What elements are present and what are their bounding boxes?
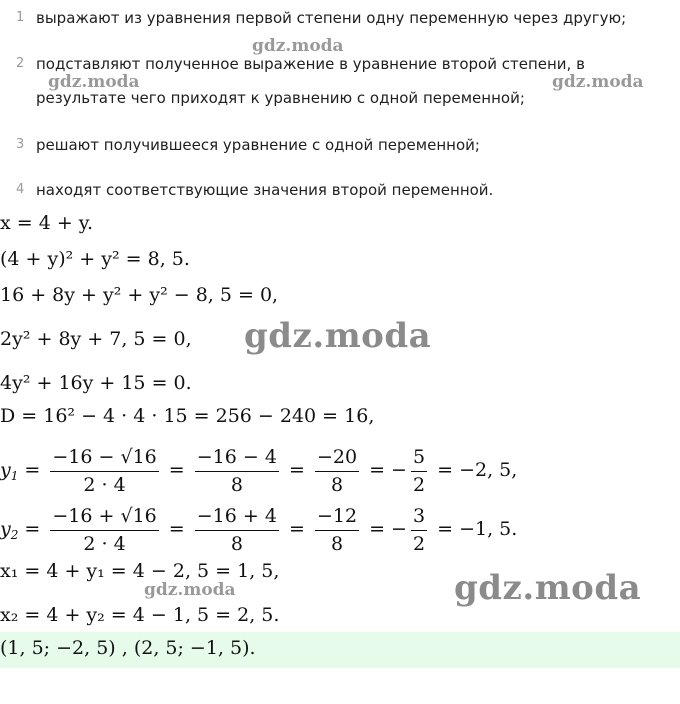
x1-line: x₁ = 4 + y₁ = 4 − 2, 5 = 1, 5, [0,560,280,582]
equation-line-3: 16 + 8y + y² + y² − 8, 5 = 0, [0,284,279,306]
step-number: 1 [16,10,25,25]
fraction: $\frac{-16 + √16}{2 \cdot 4}$ [52,505,157,555]
discriminant-line: D = 16² − 4 · 4 · 15 = 256 − 240 = 16, [0,405,375,427]
y2-result: −1, 5. [459,518,518,540]
y1-line: $y_1$ = $\frac{-16 - √16}{2 \cdot 4}$ = $\frac{-16 - 4}{8}$ = $\frac{-20}{8}$ = − $\frac{5}{2}$ = −2, 5, [0,446,518,496]
answer-text: (1, 5; −2, 5) , (2, 5; −1, 5). [0,637,256,659]
equation-line-2: (4 + y)² + y² = 8, 5. [0,248,190,270]
answer-bar [0,632,680,668]
fraction: $\frac{-20}{8}$ [316,446,358,496]
watermark-text: gdz.moda [244,316,432,356]
step-number: 2 [16,56,25,71]
fraction: $\frac{-12}{8}$ [316,505,358,555]
watermark-text: gdz.moda [48,72,140,92]
y1-label: $y_1$ [0,459,19,483]
fraction: $\frac{5}{2}$ [412,446,426,496]
equation-line-5: 4y² + 16y + 15 = 0. [0,372,192,394]
step-text: находят соответствующие значения второй переменной. [36,181,494,199]
step-number: 4 [16,182,25,197]
y1-result: −2, 5, [459,459,518,481]
watermark-text: gdz.moda [144,580,236,600]
step-text: подставляют полученное выражение в уравнение второй степени, в результате чего приходят к уравнению с одной переменной; [36,55,585,107]
y2-label: $y_2$ [0,518,19,542]
watermark-text: gdz.moda [552,72,644,92]
step-text: решают получившееся уравнение с одной переменной; [36,136,480,154]
watermark-text: gdz.moda [252,36,344,56]
step-number: 3 [16,137,25,152]
fraction: $\frac{3}{2}$ [412,505,426,555]
y2-line: $y_2$ = $\frac{-16 + √16}{2 \cdot 4}$ = $\frac{-16 + 4}{8}$ = $\frac{-12}{8}$ = − $\frac{3}{2}$ = −1, 5. [0,505,518,555]
watermark-text: gdz.moda [454,568,642,608]
fraction: $\frac{-16 - √16}{2 \cdot 4}$ [52,446,157,496]
fraction: $\frac{-16 - 4}{8}$ [196,446,277,496]
equation-line-4: 2y² + 8y + 7, 5 = 0, [0,328,192,350]
fraction: $\frac{-16 + 4}{8}$ [196,505,277,555]
equation-line-1: x = 4 + y. [0,212,94,234]
step-text: выражают из уравнения первой степени одну переменную через другую; [36,9,627,27]
x2-line: x₂ = 4 + y₂ = 4 − 1, 5 = 2, 5. [0,604,280,626]
